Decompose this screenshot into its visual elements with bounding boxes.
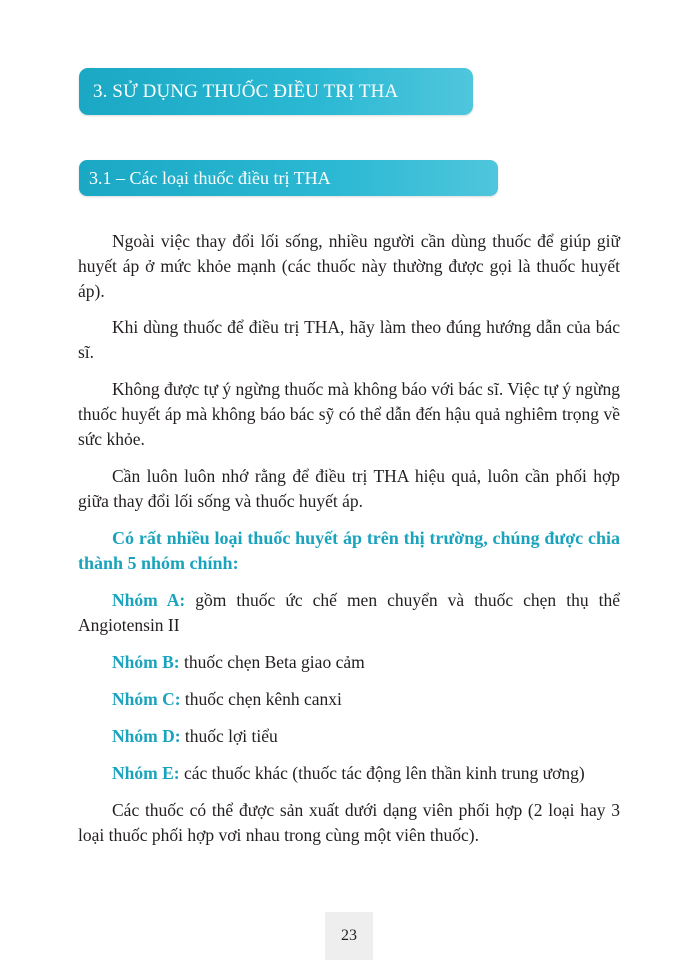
group-label-a: Nhóm A: — [112, 590, 186, 610]
group-item-e — [78, 761, 620, 786]
group-text-c: thuốc chẹn kênh canxi — [180, 689, 342, 709]
paragraph-combination-pills: Các thuốc có thể được sản xuất dưới dạng viên phối hợp (2 loại hay 3 loại thuốc phối hợp vơi nhau trong cùng một viên thuốc). — [78, 800, 620, 845]
paragraph-do-not-stop: Không được tự ý ngừng thuốc mà không báo với bác sĩ. Việc tự ý ngừng thuốc huyết áp mà không báo bác sỹ có thể dẫn đến hậu quả nghiêm trọng về sức khỏe. — [78, 379, 620, 449]
group-label-d: Nhóm D: — [112, 726, 181, 746]
page-number: 23 — [341, 927, 357, 944]
group-item-d — [78, 724, 620, 749]
group-text-e: các thuốc khác (thuốc tác động lên thần kinh trung ương) — [179, 763, 585, 783]
section-heading-banner — [79, 68, 473, 115]
group-item-c — [78, 687, 620, 712]
group-label-b: Nhóm B: — [112, 652, 180, 672]
subsection-heading-banner — [79, 160, 498, 196]
paragraph-lifestyle: Ngoài việc thay đổi lối sống, nhiều người cần dùng thuốc để giúp giữ huyết áp ở mức khỏe mạnh (các thuốc này thường được gọi là thuốc huyết áp). — [78, 231, 620, 301]
group-label-e: Nhóm E: — [112, 763, 180, 783]
group-item-b — [78, 650, 620, 675]
page-number-box — [325, 912, 373, 960]
group-label-c: Nhóm C: — [112, 689, 181, 709]
subsection-title: 3.1 – Các loại thuốc điều trị THA — [89, 167, 331, 188]
group-text-d: thuốc lợi tiểu — [180, 726, 278, 746]
paragraph-combine: Cần luôn luôn nhớ rằng để điều trị THA hiệu quả, luôn cần phối hợp giữa thay đổi lối sống và thuốc huyết áp. — [78, 466, 620, 511]
group-item-a — [78, 588, 620, 638]
group-text-a: gồm thuốc ức chế men chuyển và thuốc chẹn thụ thể Angiotensin II — [78, 590, 620, 635]
group-text-b: thuốc chẹn Beta giao cảm — [179, 652, 365, 672]
body-content — [78, 229, 620, 860]
section-title: 3. SỬ DỤNG THUỐC ĐIỀU TRỊ THA — [93, 80, 399, 102]
paragraph-groups-lead: Có rất nhiều loại thuốc huyết áp trên thị trường, chúng được chia thành 5 nhóm chính: — [78, 528, 620, 573]
paragraph-follow-doctor: Khi dùng thuốc để điều trị THA, hãy làm theo đúng hướng dẫn của bác sĩ. — [78, 317, 620, 362]
